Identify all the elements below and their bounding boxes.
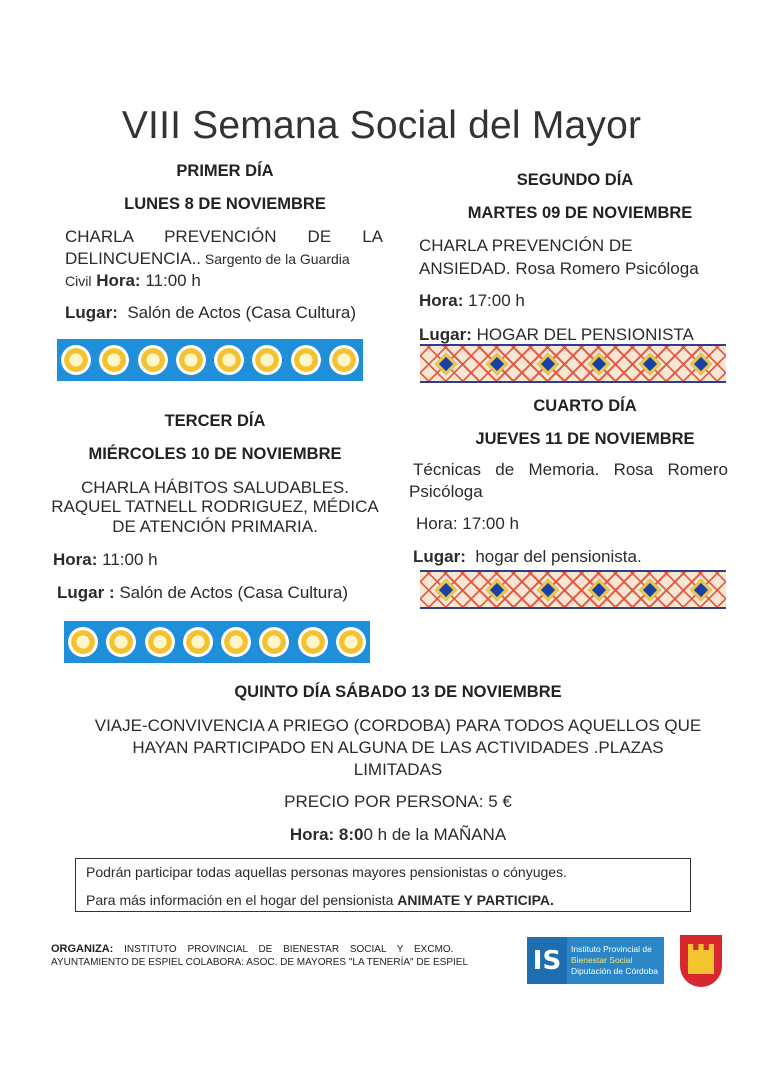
sun-icon [145,627,175,657]
diamond-icon [638,352,661,375]
day4-hora: Hora: 17:00 h [416,514,520,533]
day1-label: PRIMER DÍA [176,162,274,180]
day1-line2: DELINCUENCIA.. Sargento de la Guardia [65,249,350,268]
day2-line1: CHARLA PREVENCIÓN DE [419,236,633,255]
day2-date: MARTES 09 DE NOVIEMBRE [467,204,693,222]
day5-precio: PRECIO POR PERSONA: 5 € [284,792,512,811]
diamond-icon [434,352,457,375]
day2-lugar: Lugar: HOGAR DEL PENSIONISTA [419,325,694,344]
day1-date: LUNES 8 DE NOVIEMBRE [124,195,326,213]
sun-icon [329,345,359,375]
sun-decoration-strip [64,621,370,663]
footer-line2: AYUNTAMIENTO DE ESPIEL COLABORA: ASOC. DE MAYORES "LA TENERÍA" DE ESPIEL [51,957,469,968]
sun-icon [68,627,98,657]
day4-label: CUARTO DÍA [533,397,637,415]
day5-hora: Hora: 8:00 h de la MAÑANA [289,825,507,844]
diamond-icon [638,578,661,601]
sun-icon [259,627,289,657]
diamond-icon [689,352,712,375]
day2-line2: ANSIEDAD. Rosa Romero Psicóloga [419,259,699,278]
info-line1: Podrán participar todas aquellas personas mayores pensionistas o cónyuges. [86,864,567,880]
info-line2: Para más información en el hogar del pensionista ANIMATE Y PARTICIPA. [86,892,554,908]
diamond-icon [536,578,559,601]
sun-decoration-strip [57,339,363,381]
day4-line2: Psicóloga [409,482,483,501]
castle-icon [688,944,714,974]
pattern-decoration-strip [420,570,726,609]
day5-line2: HAYAN PARTICIPADO EN ALGUNA DE LAS ACTIVIDADES .PLAZAS [132,738,664,757]
day1-line3: Civil Hora: 11:00 h [65,271,201,290]
sun-icon [61,345,91,375]
sun-icon [221,627,251,657]
day3-line1: CHARLA HÁBITOS SALUDABLES. [80,478,349,497]
diamond-icon [689,578,712,601]
logo-line2: Bienestar Social [571,955,633,965]
sun-icon [176,345,206,375]
day5-heading: QUINTO DÍA SÁBADO 13 DE NOVIEMBRE [234,683,562,701]
day3-lugar: Lugar : Salón de Actos (Casa Cultura) [57,583,349,602]
info-box [75,858,691,912]
day3-date: MIÉRCOLES 10 DE NOVIEMBRE [88,445,342,463]
day4-lugar: Lugar: hogar del pensionista. [413,547,642,566]
sun-icon [214,345,244,375]
pattern-decoration-strip [420,344,726,383]
sun-icon [291,345,321,375]
day3-label: TERCER DÍA [164,412,266,430]
day2-label: SEGUNDO DÍA [516,171,634,189]
day1-lugar: Lugar: Salón de Actos (Casa Cultura) [65,303,357,322]
day4-line1: Técnicas de Memoria. Rosa Romero [413,460,728,479]
diamond-icon [485,578,508,601]
municipal-shield-icon [680,935,722,987]
diamond-icon [434,578,457,601]
sun-icon [298,627,328,657]
diamond-icon [587,352,610,375]
page-title: VIII Semana Social del Mayor [121,104,642,147]
bienestar-social-logo [527,937,664,984]
day5-line3: LIMITADAS [353,760,443,779]
day3-hora: Hora: 11:00 h [53,550,158,569]
is-logo-mark: IS [527,937,567,984]
day3-line3: DE ATENCIÓN PRIMARIA. [112,517,318,536]
sun-icon [336,627,366,657]
sun-icon [183,627,213,657]
diamond-icon [485,352,508,375]
diamond-icon [587,578,610,601]
day1-line1: CHARLA PREVENCIÓN DE LA [65,227,383,246]
logo-line3: Diputación de Córdoba [571,966,658,976]
day5-line1: VIAJE-CONVIVENCIA A PRIEGO (CORDOBA) PARA TODOS AQUELLOS QUE [94,716,702,735]
sun-icon [252,345,282,375]
day2-hora: Hora: 17:00 h [419,291,525,310]
day3-line2: RAQUEL TATNELL RODRIGUEZ, MÉDICA [51,497,379,516]
sun-icon [99,345,129,375]
sun-icon [106,627,136,657]
footer-organiza: ORGANIZA: INSTITUTO PROVINCIAL DE BIENESTAR SOCIAL Y EXCMO. [51,943,454,955]
diamond-icon [536,352,559,375]
logo-line1: Instituto Provincial de [571,944,652,954]
sun-icon [138,345,168,375]
day4-date: JUEVES 11 DE NOVIEMBRE [475,430,695,448]
